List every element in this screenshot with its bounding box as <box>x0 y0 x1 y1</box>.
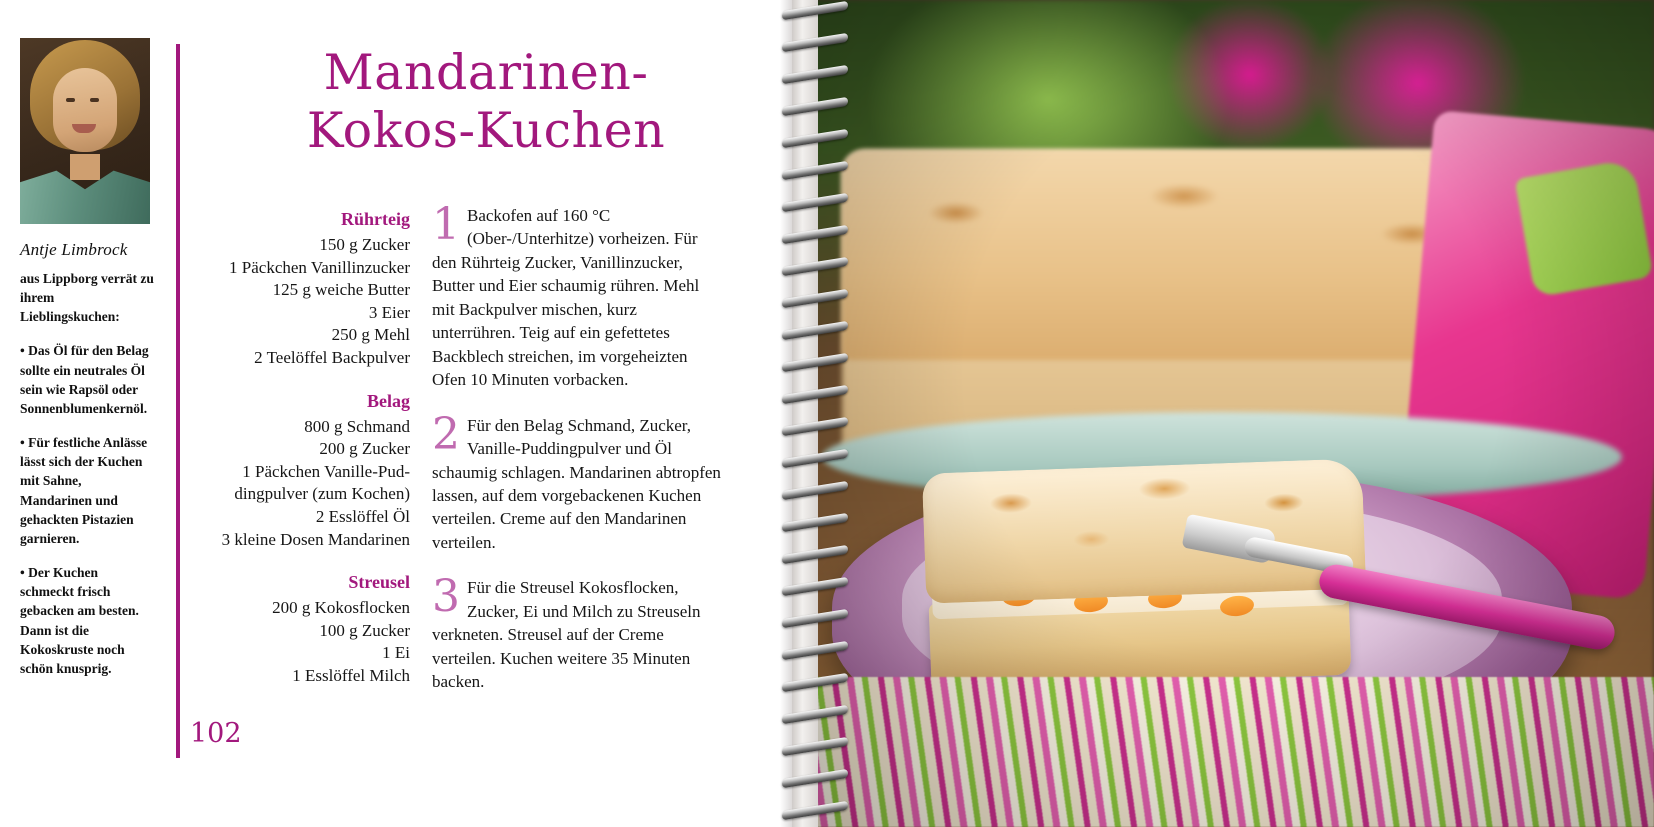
recipe-title-line-2: Kokos-Kuchen <box>306 101 666 159</box>
preparation-step <box>432 199 722 392</box>
preparation-steps-column <box>432 199 722 694</box>
step-text: Backofen auf 160 °C (Ober-/Unterhitze) vorheizen. Für den Rührteig Zucker, Vanillinzucker, Butter und Eier schaumig rühren. Mehl mit Backpulver mischen, kurz unterrühren. Teig auf ein gefettetes Backblech streichen, im vorgeheizten Ofen 10 Minuten vorbacken. <box>432 206 700 390</box>
ingredients-column <box>206 208 410 688</box>
contributor-intro: aus Lippborg verrät zu ihrem Lieblingskuchen: <box>20 271 154 325</box>
contributor-tip-2: • Für festliche Anlässe lässt sich der Kuchen mit Sahne, Mandarinen und gehackten Pistazien garnieren. <box>20 435 148 546</box>
ingredient-item: 150 g Zucker <box>319 234 410 254</box>
contributor-name: Antje Limbrock <box>20 240 128 259</box>
ingredient-group-heading: Belag <box>367 390 410 411</box>
photo-cake-streusel-layer <box>922 458 1366 603</box>
ingredient-item: 800 g Schmand <box>304 416 410 436</box>
ingredient-item: 1 Esslöffel Milch <box>292 665 410 685</box>
ingredient-item: 3 kleine Dosen Mandarinen <box>221 529 410 549</box>
preparation-step <box>432 571 722 693</box>
binding-gutter <box>792 0 818 827</box>
ingredient-item: 200 g Zucker <box>319 439 410 459</box>
step-text: Für den Belag Schmand, Zucker, Vanille-Puddingpulver und Öl schaumig schlagen. Mandarinen abtropfen lassen, auf dem vorgebackenen Kuchen verteilen. Creme auf den Mandarinen verteilen. <box>432 415 721 552</box>
recipe-title <box>206 44 766 160</box>
ingredient-item: 100 g Zucker <box>319 620 410 640</box>
step-text: Für die Streusel Kokosflocken, Zucker, Ei und Milch zu Streuseln verkneten. Streusel auf der Creme verteilen. Kuchen weitere 35 Minuten backen. <box>432 578 701 692</box>
vertical-divider-rule <box>176 44 180 734</box>
ingredient-group-heading: Streusel <box>348 572 410 593</box>
preparation-step <box>432 408 722 555</box>
page-number: 102 <box>190 718 242 749</box>
recipe-title-line-1: Mandarinen- <box>323 44 649 101</box>
ingredient-item: 200 g Kokosflocken <box>272 598 410 618</box>
step-number: 2 <box>432 408 460 460</box>
spiral-binding <box>780 0 852 827</box>
ingredient-group-belag <box>206 390 410 552</box>
photo-striped-tablecloth <box>812 677 1654 827</box>
ingredient-item: 1 Päckchen Vanille-Pud- <box>242 461 410 481</box>
ingredient-item: 2 Esslöffel Öl <box>315 506 410 526</box>
ingredient-item: 1 Ei <box>382 643 410 663</box>
recipe-photo <box>812 0 1654 827</box>
contributor-sidebar <box>20 38 154 678</box>
ingredient-item: 125 g weiche Butter <box>272 280 410 300</box>
ingredient-item: 3 Eier <box>368 302 410 322</box>
ingredient-item: 250 g Mehl <box>331 325 410 345</box>
page-number-rule <box>176 716 180 758</box>
ingredient-group-heading: Rührteig <box>341 209 410 229</box>
ingredient-group-streusel <box>206 571 410 687</box>
ingredient-item: 1 Päckchen Vanillinzucker <box>229 257 410 277</box>
step-number: 1 <box>432 199 460 250</box>
photo-green-napkin <box>1514 158 1653 297</box>
contributor-tip-1: • Das Öl für den Belag sollte ein neutrales Öl sein wie Rapsöl oder Sonnenblumenkernöl. <box>20 343 149 416</box>
ingredient-item: dingpulver (zum Kochen) <box>234 484 410 504</box>
ingredient-group-ruehrteig <box>206 208 410 370</box>
ingredient-item: 2 Teelöffel Backpulver <box>254 347 410 367</box>
left-page <box>0 0 812 827</box>
step-number: 3 <box>432 571 460 623</box>
contributor-tip-3: • Der Kuchen schmeckt frisch gebacken am besten. Dann ist die Kokoskruste noch schön knusprig. <box>20 565 139 676</box>
contributor-portrait-photo <box>20 38 150 224</box>
